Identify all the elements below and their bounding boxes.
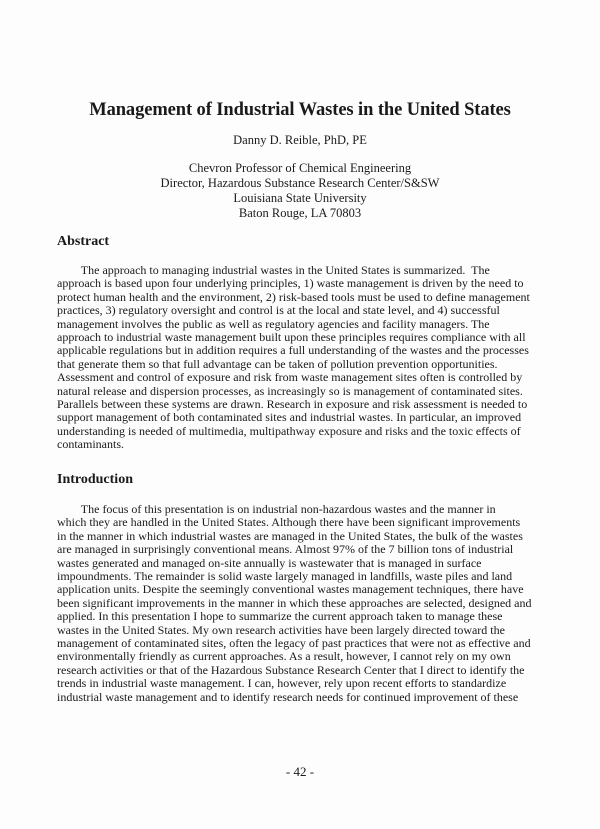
abstract-line: management involves the public as well as regulatory agencies and facility managers. The: [57, 316, 490, 331]
introduction-line: trends in industrial waste management. I can, however, rely upon recent efforts to standardize: [57, 676, 507, 691]
author-name: Danny D. Reible, PhD, PE: [233, 133, 367, 147]
introduction-heading: Introduction: [57, 472, 133, 487]
abstract-line: contaminants.: [57, 437, 124, 452]
abstract-line: that generate them so that full advantage can be taken of pollution prevention opportunities.: [57, 356, 498, 371]
introduction-line: The focus of this presentation is on industrial non-hazardous wastes and the manner in: [57, 502, 496, 516]
paper-title: Management of Industrial Wastes in the United States: [89, 100, 511, 120]
introduction-line: industrial waste management and to identify research needs for continued improvement of these: [57, 689, 519, 704]
author-affiliation: [0, 161, 600, 221]
introduction-line: wastes generated and managed on-site annually is wastewater that is managed in surface: [57, 555, 482, 570]
abstract-line: understanding is needed of multimedia, multipathway exposure and risks and the toxic effects of: [57, 423, 521, 438]
affiliation-line: Chevron Professor of Chemical Engineering: [188, 161, 412, 175]
introduction-line: research activities or that of the Hazardous Substance Research Center that I direct to identify the: [57, 662, 525, 677]
introduction-line: impoundments. The remainder is solid waste largely managed in landfills, waste piles and land: [57, 569, 513, 584]
affiliation-line: Baton Rouge, LA 70803: [238, 206, 362, 220]
abstract-line: applicable regulations but in addition requires a full understanding of the wastes and the processes: [57, 343, 529, 358]
abstract-line: approach to industrial waste management built upon these principles requires compliance with all: [57, 330, 526, 345]
abstract-line: The approach to managing industrial wastes in the United States is summarized. The: [57, 263, 490, 277]
introduction-line: been significant improvements in the manner in which these approaches are selected, designed and: [57, 595, 532, 610]
abstract-line: Parallels between these systems are drawn. Research in exposure and risk assessment is needed to: [57, 397, 528, 412]
abstract-text: [57, 264, 547, 452]
abstract-line: approach is based upon four underlying principles, 1) waste management is driven by the need to: [57, 276, 524, 291]
introduction-line: in the manner in which industrial wastes are managed in the United States, the bulk of the wastes: [57, 528, 523, 543]
abstract-heading: Abstract: [57, 234, 110, 249]
abstract-line: support management of both contaminated sites and industrial wastes. In particular, an improved: [57, 410, 522, 425]
affiliation-line: Director, Hazardous Substance Research Center/S&SW: [160, 176, 440, 190]
introduction-line: management of contaminated sites, often the legacy of past practices that were not as effective and: [57, 636, 531, 651]
introduction-line: are managed in surprisingly conventional means. Almost 97% of the 7 billion tons of industrial: [57, 542, 514, 557]
introduction-line: which they are handled in the United States. Although there have been significant improvements: [57, 515, 521, 530]
abstract-line: practices, 3) regulatory oversight and control is at the local and state level, and 4) successful: [57, 303, 500, 318]
introduction-line: environmentally friendly as current approaches. As a result, however, I cannot rely on my own: [57, 649, 511, 664]
abstract-line: protect human health and the environment, 2) risk-based tools must be used to define management: [57, 289, 530, 304]
introduction-line: wastes in the United States. My own research activities have been largely directed toward the: [57, 622, 505, 637]
introduction-text: [57, 503, 547, 704]
introduction-line: application units. Despite the seemingly conventional wastes management techniques, there have: [57, 582, 524, 597]
affiliation-line: Louisiana State University: [233, 191, 367, 205]
page-number: - 42 -: [285, 764, 315, 779]
abstract-line: natural release and dispersion processes, as increasingly so is management of contaminated sites.: [57, 383, 523, 398]
introduction-line: applied. In this presentation I hope to summarize the current approach taken to manage these: [57, 609, 503, 624]
abstract-line: Assessment and control of exposure and risk from waste management sites often is controlled by: [57, 370, 523, 385]
